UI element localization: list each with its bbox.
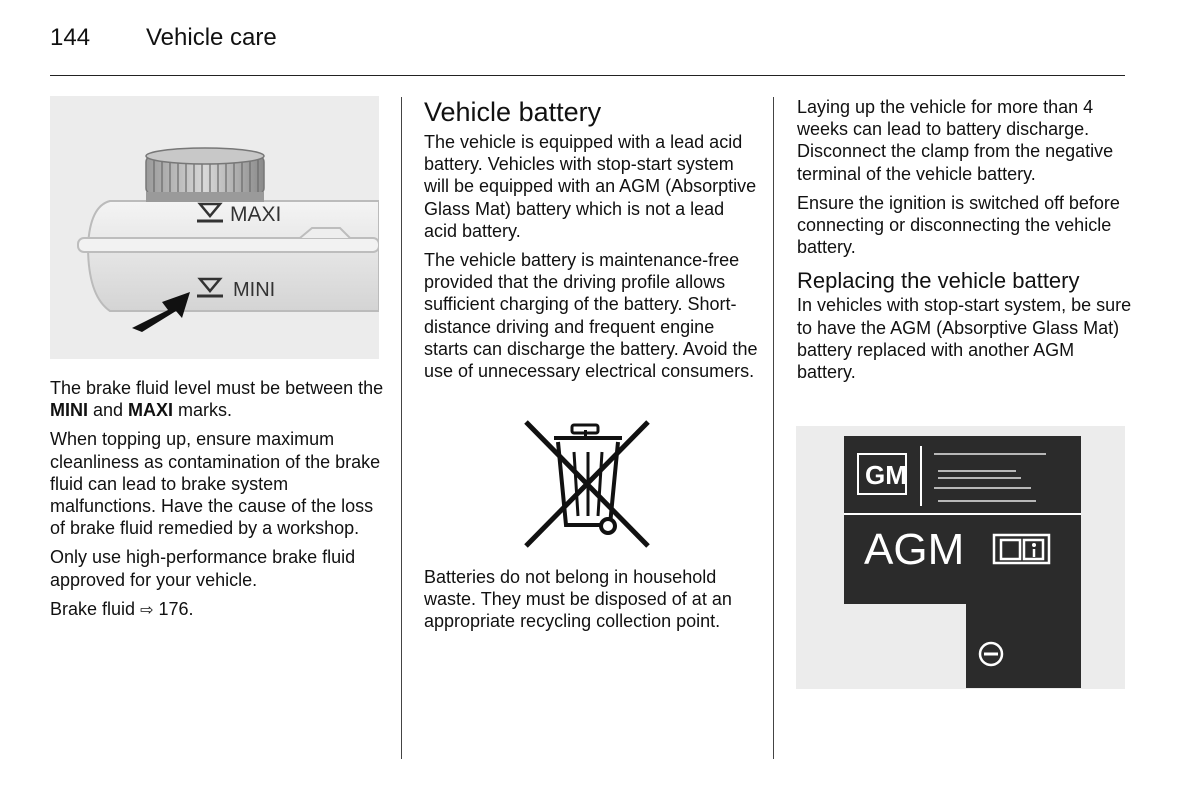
brake-fluid-reservoir-figure — [50, 96, 379, 359]
middle-column-text — [424, 97, 759, 389]
left-column-text — [50, 377, 385, 628]
disposal-paragraph: Batteries do not belong in household waste. They must be disposed of at an appropriate recycling collection point. — [424, 567, 732, 632]
gm-logo-text: GM — [865, 460, 907, 490]
p1-mid: and — [88, 400, 129, 421]
laying-up-paragraph: Laying up the vehicle for more than 4 weeks can lead to battery discharge. Disconnect the clamp from the negative terminal of the vehicle battery. — [797, 97, 1114, 184]
mini-mark-label: MINI — [233, 279, 276, 301]
ignition-paragraph: Ensure the ignition is switched off before connecting or disconnecting the vehicle battery. — [797, 192, 1120, 258]
maxi-mark-label: MAXI — [230, 203, 282, 226]
agm-battery-label-illustration — [796, 426, 1125, 689]
column-divider-right — [773, 97, 774, 759]
page-reference-arrow-icon: ⇨ — [140, 599, 154, 619]
section-title: Vehicle care — [146, 24, 277, 51]
right-column-text — [797, 96, 1132, 390]
maxi-term: MAXI — [128, 400, 174, 421]
column-divider-left — [401, 97, 402, 759]
topping-up-paragraph: When topping up, ensure maximum cleanliness as contamination of the brake fluid can lead to brake system malfunctions. Have the cause of the loss of brake fluid remedied by a workshop. — [50, 429, 381, 539]
brake-fluid-level-paragraph — [50, 377, 385, 421]
brake-fluid-reference — [50, 598, 385, 621]
page-number: 144 — [50, 24, 91, 51]
header-rule — [50, 75, 1125, 76]
reference-page-link[interactable]: 176. — [158, 598, 194, 619]
brake-fluid-quality-paragraph: Only use high-performance brake fluid approved for your vehicle. — [50, 547, 356, 590]
agm-replacement-paragraph: In vehicles with stop-start system, be sure to have the AGM (Absorptive Glass Mat) battery replaced with another AGM battery. — [797, 295, 1132, 383]
vehicle-battery-heading: Vehicle battery — [424, 97, 602, 127]
reference-text: Brake fluid — [50, 598, 136, 619]
agm-battery-label-figure — [796, 426, 1125, 689]
crossed-out-wheelie-bin-icon — [522, 420, 652, 548]
p1-pre: The brake fluid level must be between the — [50, 378, 384, 398]
agm-text: AGM — [864, 525, 965, 574]
battery-type-paragraph: The vehicle is equipped with a lead acid battery. Vehicles with stop-start system will be equipped with an AGM (Absorptive Glass Mat) battery which is not a lead acid battery. — [424, 132, 757, 241]
brake-fluid-reservoir-illustration — [50, 96, 379, 359]
replacing-battery-heading: Replacing the vehicle battery — [797, 268, 1080, 294]
disposal-text — [424, 566, 759, 640]
p1-post: marks. — [173, 400, 233, 421]
maintenance-paragraph: The vehicle battery is maintenance-free provided that the driving profile allows sufficient charging of the battery. Short-distance driving and frequent engine starts can discharge the battery. Avoid the use of unnecessary electrical consumers. — [424, 250, 758, 382]
page-header — [50, 24, 277, 52]
mini-term: MINI — [50, 400, 88, 421]
